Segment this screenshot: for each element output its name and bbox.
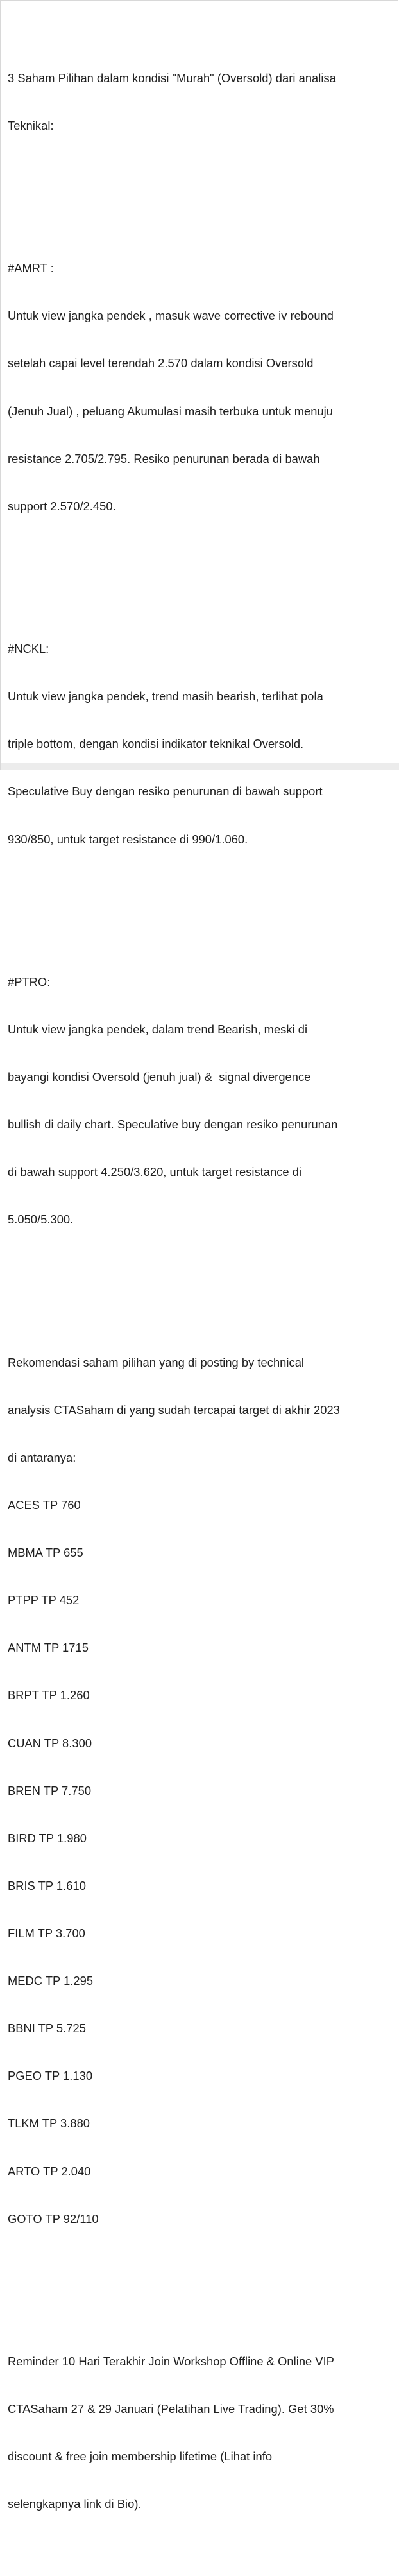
target-price-item: MEDC TP 1.295 (8, 1974, 94, 1988)
target-price-item: CUAN TP 8.300 (8, 1736, 92, 1750)
text-line: Untuk view jangka pendek, dalam trend Bearish, meski di (8, 1022, 308, 1036)
target-price-item: BREN TP 7.750 (8, 1783, 92, 1797)
nckl-heading: #NCKL: (8, 642, 49, 656)
text-line: Reminder 10 Hari Terakhir Join Workshop Offline & Online VIP (8, 2354, 335, 2368)
amrt-section (8, 229, 391, 546)
target-price-item: TLKM TP 3.880 (8, 2116, 90, 2131)
target-price-item: ARTO TP 2.040 (8, 2164, 91, 2178)
text-line: di antaranya: (8, 1450, 76, 1464)
text-line: discount & free join membership lifetime (Lihat info (8, 2450, 273, 2464)
text-line: bullish di daily chart. Speculative buy dengan resiko penurunan (8, 1118, 338, 1132)
text-line: resistance 2.705/2.795. Resiko penurunan berada di bawah (8, 451, 320, 465)
target-price-item: MBMA TP 655 (8, 1546, 83, 1560)
text-line: setelah capai level terendah 2.570 dalam kondisi Oversold (8, 356, 314, 370)
text-line: di bawah support 4.250/3.620, untuk target resistance di (8, 1165, 302, 1179)
target-price-item: ANTM TP 1715 (8, 1641, 89, 1655)
text-line: analysis CTASaham di yang sudah tercapai target di akhir 2023 (8, 1403, 340, 1417)
text-line: bayangi kondisi Oversold (jenuh jual) & signal divergence (8, 1070, 311, 1084)
text-line: 5.050/5.300. (8, 1213, 74, 1227)
recommendation-section (8, 1323, 391, 2258)
reminder-section (8, 2322, 391, 2545)
target-price-item: ACES TP 760 (8, 1498, 81, 1512)
ptro-section (8, 942, 391, 1259)
text-line: CTASaham 27 & 29 Januari (Pelatihan Live Trading). Get 30% (8, 2402, 334, 2416)
text-line: support 2.570/2.450. (8, 499, 116, 513)
target-price-item: BIRD TP 1.980 (8, 1831, 87, 1845)
bottom-edge (1, 763, 399, 770)
text-line: 930/850, untuk target resistance di 990/1.060. (8, 832, 248, 846)
target-price-item: BRPT TP 1.260 (8, 1688, 90, 1702)
target-price-item: GOTO TP 92/110 (8, 2211, 99, 2226)
text-line: (Jenuh Jual) , peluang Akumulasi masih terbuka untuk menuju (8, 404, 333, 418)
text-line: Rekomendasi saham pilihan yang di posting by technical (8, 1355, 305, 1369)
target-price-item: PGEO TP 1.130 (8, 2069, 93, 2083)
text-line: selengkapnya link di Bio). (8, 2497, 142, 2511)
text-line: Speculative Buy dengan resiko penurunan di bawah support (8, 784, 323, 799)
target-price-item: PTPP TP 452 (8, 1593, 80, 1607)
text-line: Teknikal: (8, 118, 54, 132)
text-line: triple bottom, dengan kondisi indikator teknikal Oversold. (8, 737, 304, 751)
ptro-heading: #PTRO: (8, 974, 51, 989)
target-price-item: BBNI TP 5.725 (8, 2021, 86, 2036)
target-price-item: BRIS TP 1.610 (8, 1878, 86, 1892)
text-line: Untuk view jangka pendek , masuk wave corrective iv rebound (8, 309, 334, 323)
nckl-section (8, 610, 391, 879)
text-line: Untuk view jangka pendek, trend masih bearish, terlihat pola (8, 689, 323, 704)
amrt-heading: #AMRT : (8, 261, 54, 275)
text-line: 3 Saham Pilihan dalam kondisi "Murah" (Oversold) dari analisa (8, 71, 336, 85)
target-price-item: FILM TP 3.700 (8, 1926, 85, 1941)
intro-paragraph (8, 39, 391, 166)
message-text (8, 7, 391, 2576)
